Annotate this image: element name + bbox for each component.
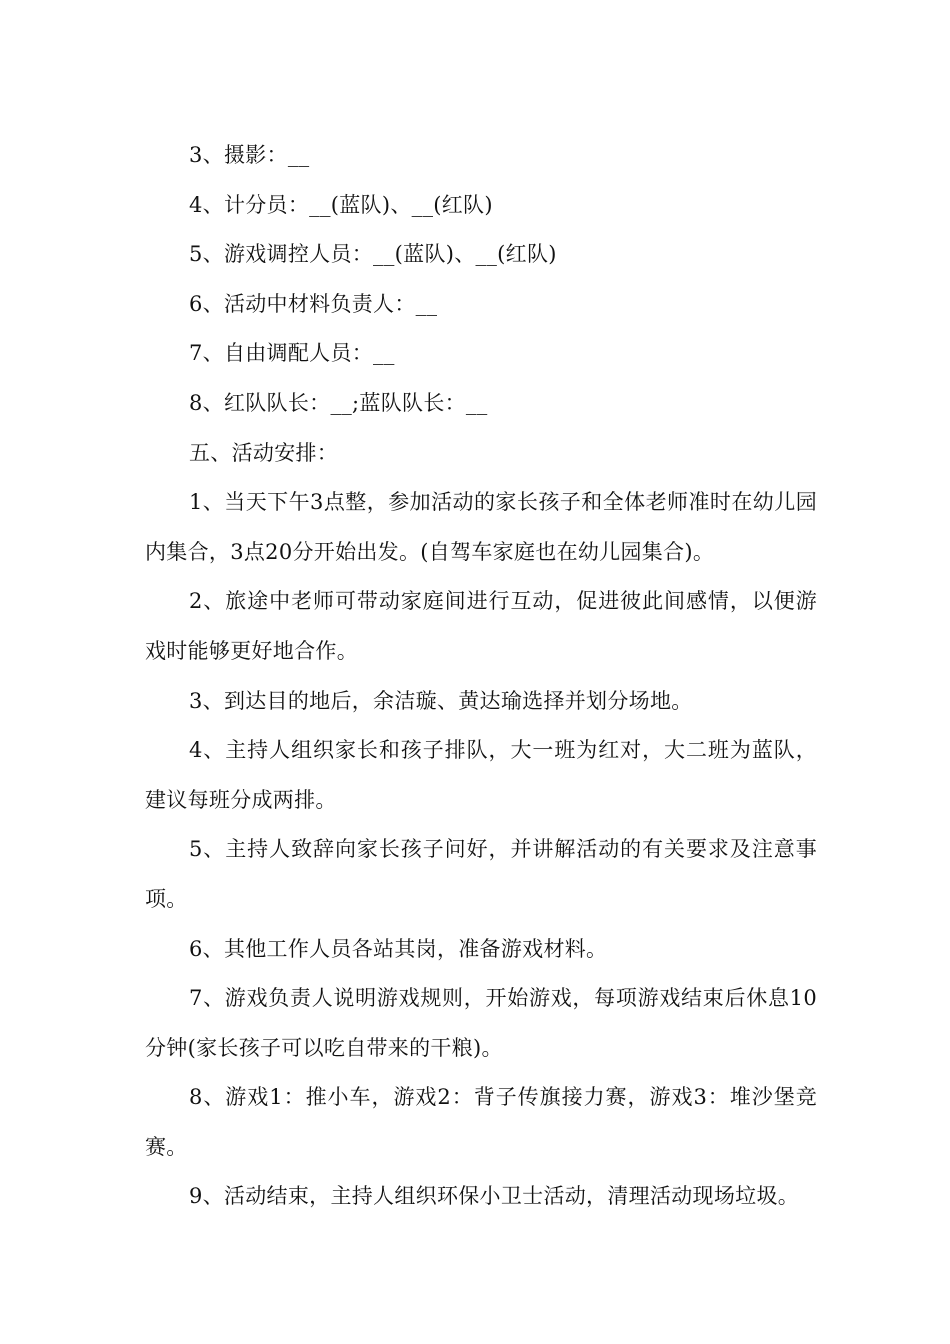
- paragraph-schedule-6: 6、其他工作人员各站其岗，准备游戏材料。: [189, 936, 608, 961]
- paragraph-schedule-4: 4、主持人组织家长和孩子排队，大一班为红对，大二班为蓝队，建议每班分成两排。: [145, 738, 817, 812]
- paragraph-schedule-5: 5、主持人致辞向家长孩子问好，并讲解活动的有关要求及注意事项。: [145, 837, 817, 911]
- paragraph-game-controller: 5、游戏调控人员：__(蓝队)、__(红队): [189, 242, 557, 267]
- paragraph-scorekeeper: 4、计分员：__(蓝队)、__(红队): [189, 192, 493, 217]
- paragraph-schedule-8: 8、游戏1：推小车，游戏2：背子传旗接力赛，游戏3：堆沙堡竞赛。: [145, 1085, 817, 1159]
- paragraph-schedule-1: 1、当天下午3点整，参加活动的家长孩子和全体老师准时在幼儿园内集合，3点20分开始出发。(自驾车家庭也在幼儿园集合)。: [145, 490, 817, 564]
- paragraph-schedule-3: 3、到达目的地后，余洁璇、黄达瑜选择并划分场地。: [189, 688, 693, 713]
- document-body: [145, 131, 817, 1222]
- paragraph-schedule-7: 7、游戏负责人说明游戏规则，开始游戏，每项游戏结束后休息10分钟(家长孩子可以吃自带来的干粮)。: [145, 986, 817, 1060]
- paragraph-flexible-staff: 7、自由调配人员：__: [189, 341, 395, 366]
- paragraph-materials-lead: 6、活动中材料负责人：__: [189, 291, 438, 316]
- paragraph-team-captains: 8、红队队长：__;蓝队队长：__: [189, 390, 488, 415]
- paragraph-schedule-9: 9、活动结束，主持人组织环保小卫士活动，清理活动现场垃圾。: [189, 1184, 800, 1209]
- section-heading-schedule: 五、活动安排：: [189, 440, 339, 465]
- paragraph-schedule-2: 2、旅途中老师可带动家庭间进行互动，促进彼此间感情，以便游戏时能够更好地合作。: [145, 589, 817, 663]
- paragraph-photographer: 3、摄影：__: [189, 143, 310, 167]
